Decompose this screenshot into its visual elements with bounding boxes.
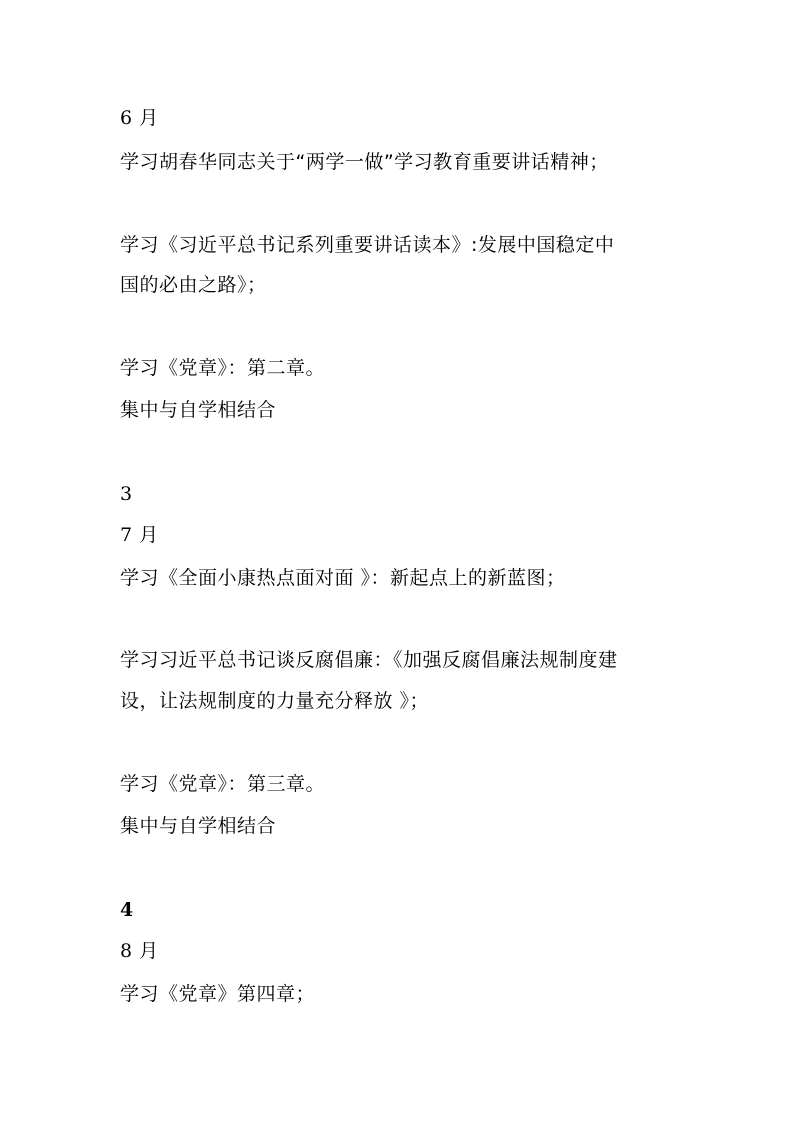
study-item: 学习习近平总书记谈反腐倡廉：《加强反腐倡廉法规制度建 [120,649,618,671]
study-item-continued: 设，让法规制度的力量充分释放 》； [120,690,430,712]
study-item: 学习《党章》第四章； [120,983,316,1005]
study-item: 学习《党章》：第三章。 [120,773,326,795]
study-method: 集中与自学相结合 [120,399,277,421]
study-item-continued: 国的必由之路》； [120,274,267,296]
section-number: 4 [120,899,134,921]
study-item: 学习胡春华同志关于“两学一做”学习教育重要讲话精神； [120,151,609,173]
section-number: 3 [120,483,133,505]
study-item: 学习《习近平总书记系列重要讲话读本》:发展中国稳定中 [120,234,615,256]
study-item: 学习《全面小康热点面对面 》：新起点上的新蓝图； [120,567,566,589]
study-item: 学习《党章》：第二章。 [120,357,326,379]
month-july: 7 月 [120,524,159,546]
month-august: 8 月 [120,940,159,962]
study-method: 集中与自学相结合 [120,815,277,837]
month-june: 6 月 [120,107,159,129]
